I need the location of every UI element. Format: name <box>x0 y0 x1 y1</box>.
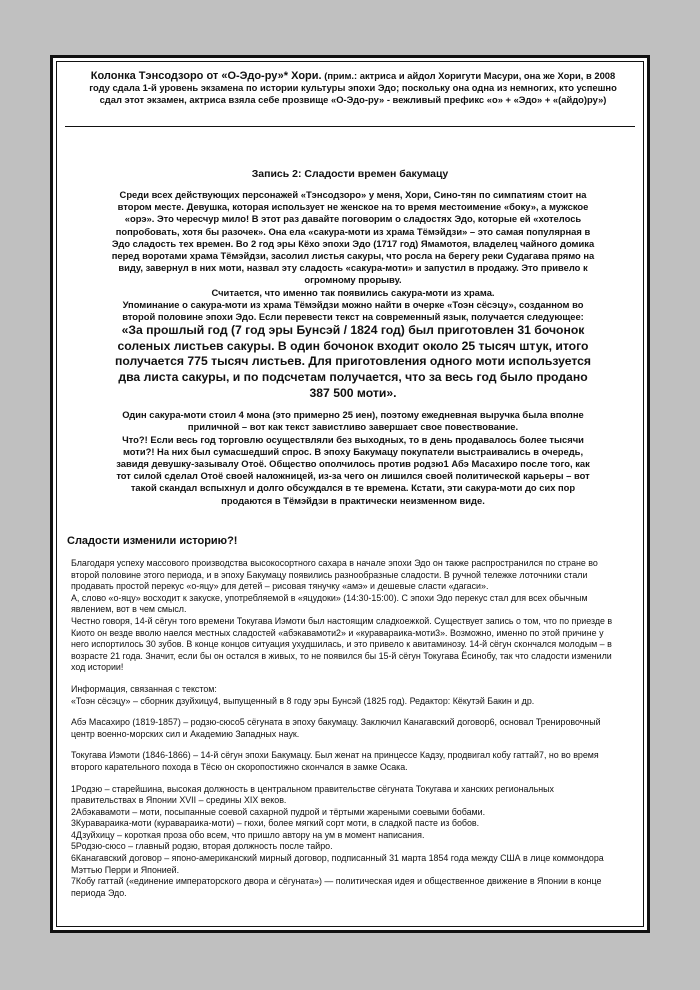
column-title: Колонка Тэнсодзоро от «О-Эдо-ру»* Хори. <box>90 70 322 82</box>
column-header <box>83 70 623 106</box>
header-divider <box>65 126 635 127</box>
info-title: Информация, связанная с текстом: <box>71 683 217 694</box>
column-note: (прим.: актриса и айдол Хоригути Масури, она же Хори, в 2008 году сдала 1-й уровень экзамена по истории культуры эпохи Эдо; поскольку она одна из немногих, кто успешно сдал этот экзамен, актриса взяла себе прозвище «О-Эдо-ру» - вежливый префикс «о» + «Эдо» + «(айдо)ру») <box>89 70 617 105</box>
footnote: 6Канагавский договор – японо-американский мирный договор, подписанный 31 марта 1854 года между США в лице коммондора Мэттью Перри и Японией. <box>71 853 604 875</box>
footnote: 1Родзю – старейшина, высокая должность в центральном правительстве сёгуната Токугава и ханских региональных правительствах в Японии XVII – средины XIX веков. <box>71 783 554 806</box>
section2-paragraph: Честно говоря, 14-й сёгун того времени Токугава Иэмоти был настоящим сладкоежкой. Существует запись о том, что по приезде в Киото он везде вволю наелся местных сладостей «абэкавамоти2» и «куравараика-моти3». Возможно, именно по этой причине у него испортилось 30 зубов. В конце концов ситуация ухудшилась, и это привело к авитаминозу. 14-й сёгун скончался молодым – в возрасте 21 года. Значит, если бы он остался в живых, то не появился бы 15-й сёгун Токугава Ёсинобу, так что сладости изменили ход истории! <box>71 615 613 673</box>
section2-paragraph: Благодаря успеху массового производства высокосортного сахара в начале эпохи Эдо он также распространился по стране во второй половине этого периода, и в эпоху Бакумацу появились разнообразные сладости. В ручной тележке лоточники стали продавать простой перекус «о-яцу» для детей – рисовая тянучку «амэ» и дешевые сласти «дагаси». <box>71 558 598 592</box>
footnote: 4Дзуйхицу – короткая проза обо всем, что пришло автору на ум в момент написания. <box>71 829 425 840</box>
section1-paragraph: Один сакура-моти стоил 4 мона (это примерно 25 иен), поэтому ежедневная выручка была вполне приличной – вот как текст завистливо завершает свое повествование. <box>122 409 584 433</box>
spacer <box>71 707 621 717</box>
section2-body <box>71 558 621 899</box>
section1-paragraph: Что?! Если весь год торговлю осуществляли без выходных, то в день продавалось более тысячи моти?! На них был сумасшедший спрос. В эпоху Бакумацу покупатели выстраивались в очередь, завидя девушку-зазывалу Отоё. Общество ополчилось против родзю1 Абэ Масахиро после того, как тот силой сделал Отоё своей наложницей, из-за чего он лишился своей политической карьеры – вот такой скандал вспыхнул и долго обсуждался в те времена. Кстати, эти сакура-моти до сих пор продаются в Тёмэйдзи в практически неизменном виде. <box>116 433 590 506</box>
section2-paragraph: А, слово «о-яцу» восходит к закуске, употребляемой в «яцудоки» (14:30-15:00). С эпохи Эдо перекус стал для всех обычным явлением, вот в чем смысл. <box>71 592 588 615</box>
section1-body <box>111 189 595 507</box>
info-book: «Тоэн сёсэцу» – сборник дзуйхицу4, выпущенный в 8 году эры Бунсэй (1825 год). Редактор: Кёкутэй Бакин и др. <box>71 695 535 706</box>
footnote: 7Кобу гаттай («единение императорского двора и сёгуната») — политическая идея и общественное движение в Японии в конце периода Эдо. <box>71 876 602 898</box>
spacer <box>71 774 621 784</box>
section2-title: Сладости изменили историю?! <box>67 535 238 547</box>
info-abe: Абэ Масахиро (1819-1857) – родзю-сюсо5 сёгуната в эпоху бакумацу. Заключил Канагавский договор6, основал Тренировочный центр военно-морских сил и Академию Западных наук. <box>71 717 601 739</box>
section1-quote: «За прошлый год (7 год эры Бунсэй / 1824 год) был приготовлен 31 бочонок соленых листьев сакуры. В один бочонок входит около 25 тысяч штук, итого получается 775 тысяч листьев. Для приготовления одного моти используется два листа сакуры, и по подсчетам получается, что за весь год было продано 387 500 моти». <box>114 323 592 400</box>
spacer <box>71 740 621 750</box>
spacer <box>111 401 595 409</box>
section1-title: Запись 2: Сладости времен бакумацу <box>251 168 449 180</box>
section1-paragraph: Считается, что именно так появились сакура-моти из храма. <box>211 286 495 298</box>
section1-paragraph: Упоминание о сакура-моти из храма Тёмэйдзи можно найти в очерке «Тоэн сёсэцу», созданном во второй половине эпохи Эдо. Если перевести текст на современный язык, получается следующее: <box>122 298 584 323</box>
footnote: 2Абэкавамоти – моти, посыпанные соевой сахарной пудрой и тёртыми жареными соевыми бобами. <box>71 806 486 817</box>
footnote: 3Куравараика-моти (куравараика-моти) – гюхи, более мягкий сорт моти, в сладкой пасте из бобов. <box>71 818 480 829</box>
info-iemochi: Токугава Иэмоти (1846-1866) – 14-й сёгун эпохи Бакумацу. Был женат на принцессе Кадзу, продвигал кобу гаттай7, но во время второго карательного похода в Тёсю он скоропостижно скончался в замке Осака. <box>71 750 599 772</box>
spacer <box>71 674 621 684</box>
footnote: 5Родзю-сюсо – главный родзю, вторая должность после тайро. <box>71 841 333 852</box>
section1-paragraph: Среди всех действующих персонажей «Тэнсодзоро» у меня, Хори, Сино-тян по симпатиям стоит на втором месте. Девушка, которая использует не женское на то время местоимение «боку», а мужское «орэ». Это чересчур мило! В этот раз давайте поговорим о сладостях Эдо, которые ей «хотелось попробовать, хотя бы разочек». Она ела «сакура-моти из храма Тёмэйдзи» – это самая популярная в Эдо сладость тех времен. Во 2 год эры Кёхо эпохи Эдо (1717 год) Ямамотоя, владелец чайного домика перед воротами храма Тёмэйдзи, засолил листья сакуры, что росла на берегу реки Судагава прямо на виду, завернул в них моти, назвал эту сладость «сакура-моти» и запустил в продажу. Это привело к огромному прорыву. <box>111 189 595 286</box>
article-page <box>50 55 650 933</box>
